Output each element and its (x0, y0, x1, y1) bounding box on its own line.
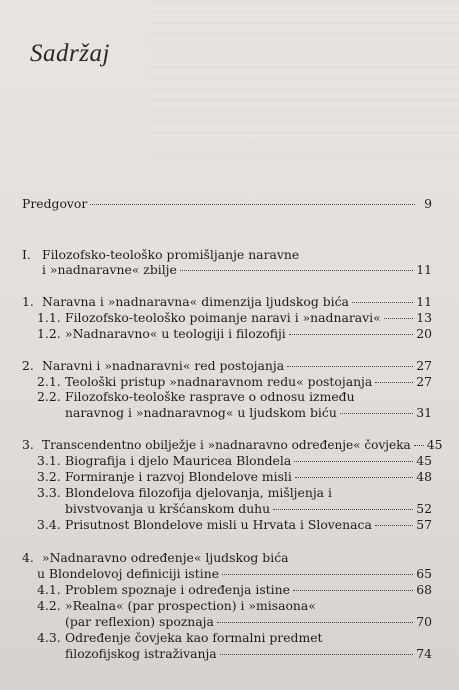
dot-leader (222, 574, 413, 575)
toc-entry-label: Biografija i djelo Mauricea Blondela (65, 453, 292, 468)
toc-entry-ch4 (22, 550, 432, 565)
toc-number: 3.3. (37, 485, 61, 500)
toc-number: 4. (22, 550, 34, 565)
toc-entry-ch3 (22, 437, 443, 453)
toc-page-number: 70 (416, 614, 432, 629)
toc-number: 3.2. (37, 469, 61, 484)
toc-page-number: 27 (416, 374, 432, 389)
dot-leader (287, 366, 413, 367)
page-title: Sadržaj (30, 40, 110, 67)
toc-page-number: 52 (416, 501, 432, 516)
dot-leader (293, 590, 413, 591)
toc-entry-ch4-3 (37, 630, 432, 645)
toc-entry-ch4-2-cont (65, 614, 432, 629)
dot-leader (375, 525, 413, 526)
toc-number: 4.2. (37, 598, 61, 613)
toc-entry-label-cont: naravnog i »nadnaravnog« u ljudskom biću (65, 405, 337, 420)
toc-entry-ch3-2 (37, 469, 432, 484)
toc-entry-label: Naravni i »nadnaravni« red postojanja (42, 358, 285, 373)
toc-page-number: 45 (416, 453, 432, 468)
toc-page-number: 20 (416, 326, 432, 341)
toc-entry-ch3-3-cont (65, 501, 432, 516)
toc-entry-ch2 (22, 358, 432, 373)
toc-entry-predgovor (22, 196, 432, 211)
toc-page-number: 68 (416, 582, 432, 597)
toc-number: 3. (22, 437, 34, 452)
toc-entry-label: Formiranje i razvoj Blondelove misli (65, 469, 292, 484)
toc-number: 2.1. (37, 374, 61, 389)
toc-page-number: 48 (416, 469, 432, 484)
toc-entry-label-cont: filozofijskog istraživanja (65, 646, 217, 661)
toc-number: 3.4. (37, 517, 61, 532)
toc-entry-label: Blondelova filozofija djelovanja, mišljenja i (65, 485, 332, 500)
toc-number: 1.2. (37, 326, 61, 341)
toc-number: I. (22, 247, 31, 262)
dot-leader (220, 654, 414, 655)
toc-entry-label: Naravna i »nadnaravna« dimenzija ljudskog bića (42, 294, 349, 309)
toc-entry-ch2-2-cont (65, 405, 432, 420)
toc-entry-label: Transcendentno obilježje i »nadnaravno određenje« čovjeka (42, 438, 411, 452)
dot-leader (414, 445, 424, 446)
dot-leader (273, 509, 413, 510)
toc-entry-label: Filozofsko-teološko promišljanje naravne (42, 247, 300, 262)
dot-leader (217, 622, 413, 623)
toc-entry-ch3-4 (37, 517, 432, 532)
toc-page-number: 11 (416, 294, 432, 309)
toc-entry-label: Teološki pristup »nadnaravnom redu« postojanja (65, 374, 373, 389)
dot-leader (352, 302, 413, 303)
toc-number: 3.1. (37, 453, 61, 468)
dot-leader (295, 477, 413, 478)
toc-entry-part1-cont (42, 262, 432, 277)
toc-entry-label: Filozofsko-teološko poimanje naravi i »nadnaravi« (65, 310, 381, 325)
toc-entry-ch4-3-cont (65, 646, 432, 661)
toc-number: 2.2. (37, 389, 61, 404)
toc-entry-ch2-2 (37, 389, 432, 404)
toc-page-number: 27 (416, 358, 432, 373)
toc-entry-label: Problem spoznaje i određenja istine (65, 582, 290, 597)
toc-entry-part1 (22, 247, 432, 262)
toc-entry-ch2-1 (37, 374, 432, 389)
toc-number: 2. (22, 358, 34, 373)
toc-page-number: 45 (426, 437, 443, 452)
dot-leader (90, 204, 415, 205)
dot-leader (375, 382, 413, 383)
show-through-text (150, 0, 459, 160)
toc-number: 4.1. (37, 582, 61, 597)
toc-entry-ch4-cont (37, 566, 432, 581)
toc-entry-label-cont: bivstvovanja u kršćanskom duhu (65, 501, 271, 516)
toc-entry-label: »Nadnaravno određenje« ljudskog bića (42, 550, 289, 565)
dot-leader (340, 413, 413, 414)
toc-number: 1.1. (37, 310, 61, 325)
toc-entry-ch1 (22, 294, 432, 309)
toc-page-number: 9 (424, 196, 432, 211)
toc-entry-label-cont: i »nadnaravne« zbilje (42, 262, 177, 277)
toc-page-number: 11 (416, 262, 432, 277)
toc-page-number: 74 (416, 646, 432, 661)
dot-leader (180, 270, 413, 271)
dot-leader (294, 461, 413, 462)
toc-page-number: 31 (416, 405, 432, 420)
toc-entry-label: Predgovor (22, 196, 88, 211)
toc-entry-label: Filozofsko-teološke rasprave o odnosu između (65, 389, 355, 404)
toc-page-number: 65 (416, 566, 432, 581)
toc-entry-label: Prisutnost Blondelove misli u Hrvata i Slovenaca (65, 517, 372, 532)
toc-entry-ch3-1 (37, 453, 432, 468)
toc-entry-label-cont: u Blondelovoj definiciji istine (37, 566, 220, 581)
toc-entry-label: Određenje čovjeka kao formalni predmet (65, 630, 323, 645)
toc-entry-label: »Realna« (par prospection) i »misaona« (65, 598, 316, 613)
dot-leader (289, 334, 413, 335)
toc-entry-label-cont: (par reflexion) spoznaja (65, 614, 214, 629)
dot-leader (384, 318, 414, 319)
toc-entry-ch4-2 (37, 598, 432, 613)
toc-entry-label: »Nadnaravno« u teologiji i filozofiji (65, 326, 286, 341)
toc-page-number: 13 (416, 310, 432, 325)
toc-entry-ch1-2 (37, 326, 432, 341)
toc-entry-ch1-1 (37, 310, 432, 325)
toc-entry-ch3-3 (37, 485, 432, 500)
toc-entry-ch4-1 (37, 582, 432, 597)
toc-page-number: 57 (416, 517, 432, 532)
toc-number: 1. (22, 294, 34, 309)
toc-number: 4.3. (37, 630, 61, 645)
